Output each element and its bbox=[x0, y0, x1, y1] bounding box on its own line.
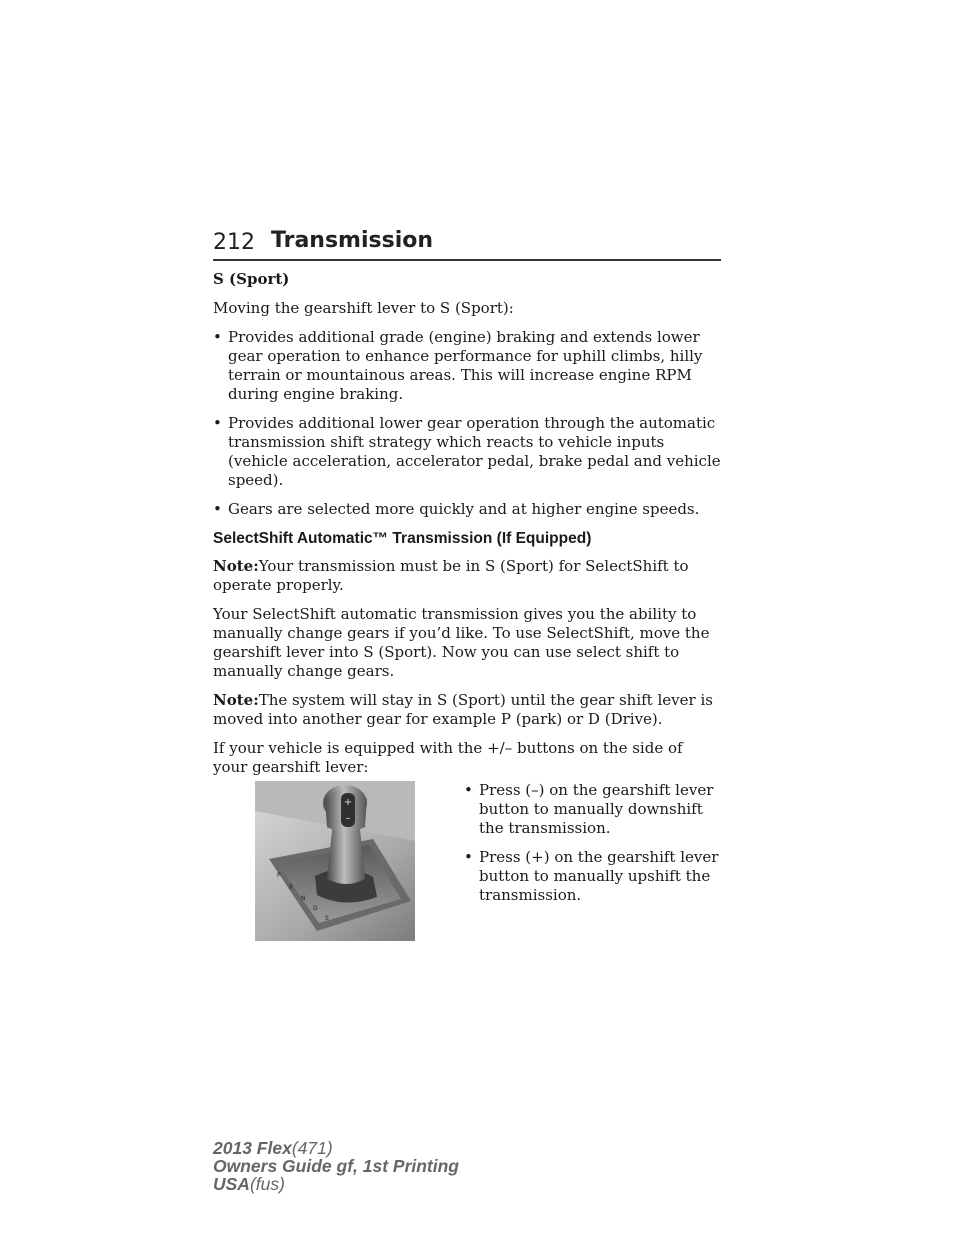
footer-code: (471) bbox=[291, 1138, 333, 1158]
bullet-icon: • bbox=[213, 500, 222, 518]
footer-line bbox=[213, 1175, 459, 1193]
buttons-paragraph: If your vehicle is equipped with the +/– buttons on the side of your gearshift lever: bbox=[213, 739, 683, 776]
gear-letter: D bbox=[313, 905, 318, 912]
note-1-text: Your transmission must be in S (Sport) for SelectShift to operate properly. bbox=[213, 557, 689, 594]
bullet-text: Provides additional lower gear operation through the automatic transmission shift strategy which reacts to vehicle inputs (vehicle acceleration, accelerator pedal, brake pedal and vehicle speed). bbox=[228, 414, 721, 489]
gear-letter: N bbox=[301, 895, 306, 902]
footer-line bbox=[213, 1139, 459, 1157]
note-2-text: The system will stay in S (Sport) until the gear shift lever is moved into another gear for example P (park) or D (Drive). bbox=[213, 691, 713, 728]
note-1 bbox=[213, 557, 721, 595]
gear-letter: S bbox=[325, 915, 329, 922]
note-label: Note: bbox=[213, 691, 259, 709]
sport-intro: Moving the gearshift lever to S (Sport): bbox=[213, 299, 514, 317]
gearshift-illustration bbox=[255, 781, 415, 941]
gear-letter: R bbox=[289, 884, 294, 891]
figure-row bbox=[213, 781, 721, 951]
list-item bbox=[464, 848, 722, 905]
list-item bbox=[213, 500, 721, 519]
selectshift-heading: SelectShift Automatic™ Transmission (If Equipped) bbox=[213, 530, 592, 547]
page-content bbox=[213, 270, 721, 951]
gear-letter: P bbox=[277, 872, 281, 879]
minus-button-label: – bbox=[345, 813, 351, 824]
bullet-icon: • bbox=[213, 414, 222, 432]
bullet-text: Provides additional grade (engine) braking and extends lower gear operation to enhance performance for uphill climbs, hilly terrain or mountainous areas. This will increase engine RPM during engine braking. bbox=[228, 328, 703, 403]
selectshift-paragraph: Your SelectShift automatic transmission gives you the ability to manually change gears if you’d like. To use SelectShift, move the gearshift lever into S (Sport). Now you can use select shift to manually change gears. bbox=[213, 605, 710, 680]
note-2 bbox=[213, 691, 721, 729]
header-rule bbox=[213, 259, 721, 261]
footer-line bbox=[213, 1157, 459, 1175]
sport-heading: S (Sport) bbox=[213, 270, 290, 288]
note-label: Note: bbox=[213, 557, 259, 575]
page-header bbox=[213, 228, 721, 262]
footer-region-code: (fus) bbox=[249, 1174, 285, 1194]
page-footer bbox=[213, 1139, 459, 1193]
sport-bullet-list bbox=[213, 328, 721, 519]
side-bullet-list bbox=[464, 781, 722, 915]
list-item bbox=[213, 414, 721, 490]
gearshift-lever-icon bbox=[255, 781, 415, 941]
bullet-text: Press (+) on the gearshift lever button to manually upshift the transmission. bbox=[479, 848, 719, 904]
page-number: 212 bbox=[213, 230, 255, 255]
footer-region: USA bbox=[213, 1174, 250, 1194]
bullet-text: Press (–) on the gearshift lever button to manually downshift the transmission. bbox=[479, 781, 714, 837]
bullet-icon: • bbox=[213, 328, 222, 346]
footer-edition: Owners Guide gf, 1st Printing bbox=[213, 1156, 459, 1176]
footer-model: 2013 Flex bbox=[213, 1138, 292, 1158]
section-title: Transmission bbox=[271, 228, 434, 253]
bullet-icon: • bbox=[464, 781, 473, 799]
bullet-icon: • bbox=[464, 848, 473, 866]
list-item bbox=[213, 328, 721, 404]
plus-button-label: + bbox=[343, 797, 353, 808]
bullet-text: Gears are selected more quickly and at higher engine speeds. bbox=[228, 500, 700, 518]
list-item bbox=[464, 781, 722, 838]
